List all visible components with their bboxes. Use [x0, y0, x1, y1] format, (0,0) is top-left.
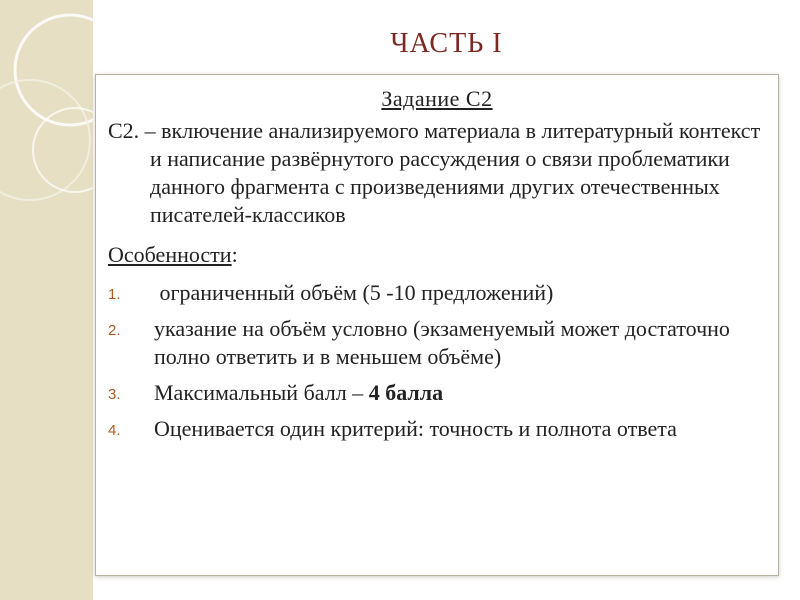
features-label: Особенности	[108, 242, 232, 267]
list-item	[108, 415, 766, 443]
list-item	[108, 279, 766, 307]
list-item-number: 1.	[108, 286, 121, 303]
list-item-number: 4.	[108, 422, 121, 439]
task-description: С2. – включение анализируемого материала в литературный контекст и написание развёрнутого рассуждения о связи проблематики данного фрагмента с произведениями других отечественных писателей-классиков	[108, 118, 761, 227]
list-item-text: ограниченный объём (5 -10 предложений)	[154, 280, 554, 305]
list-item-number: 2.	[108, 322, 121, 339]
features-list	[108, 279, 766, 443]
list-item-text: Оценивается один критерий: точность и полнота ответа	[154, 416, 677, 441]
slide-title: ЧАСТЬ I	[390, 28, 503, 59]
content-body	[108, 85, 766, 451]
features-heading	[108, 241, 766, 269]
list-item	[108, 315, 766, 371]
content-box	[95, 74, 779, 576]
list-item-text: Максимальный балл –	[154, 380, 369, 405]
decorative-circles	[0, 0, 93, 600]
task-heading: Задание С2	[381, 86, 493, 111]
list-item-number: 3.	[108, 386, 121, 403]
decorative-side-strip	[0, 0, 93, 600]
list-item	[108, 379, 766, 407]
max-score-value: 4 балла	[368, 380, 444, 405]
features-colon: :	[231, 242, 238, 267]
list-item-text: указание на объём условно (экзаменуемый может достаточно полно ответить и в меньшем объёме)	[154, 316, 730, 369]
